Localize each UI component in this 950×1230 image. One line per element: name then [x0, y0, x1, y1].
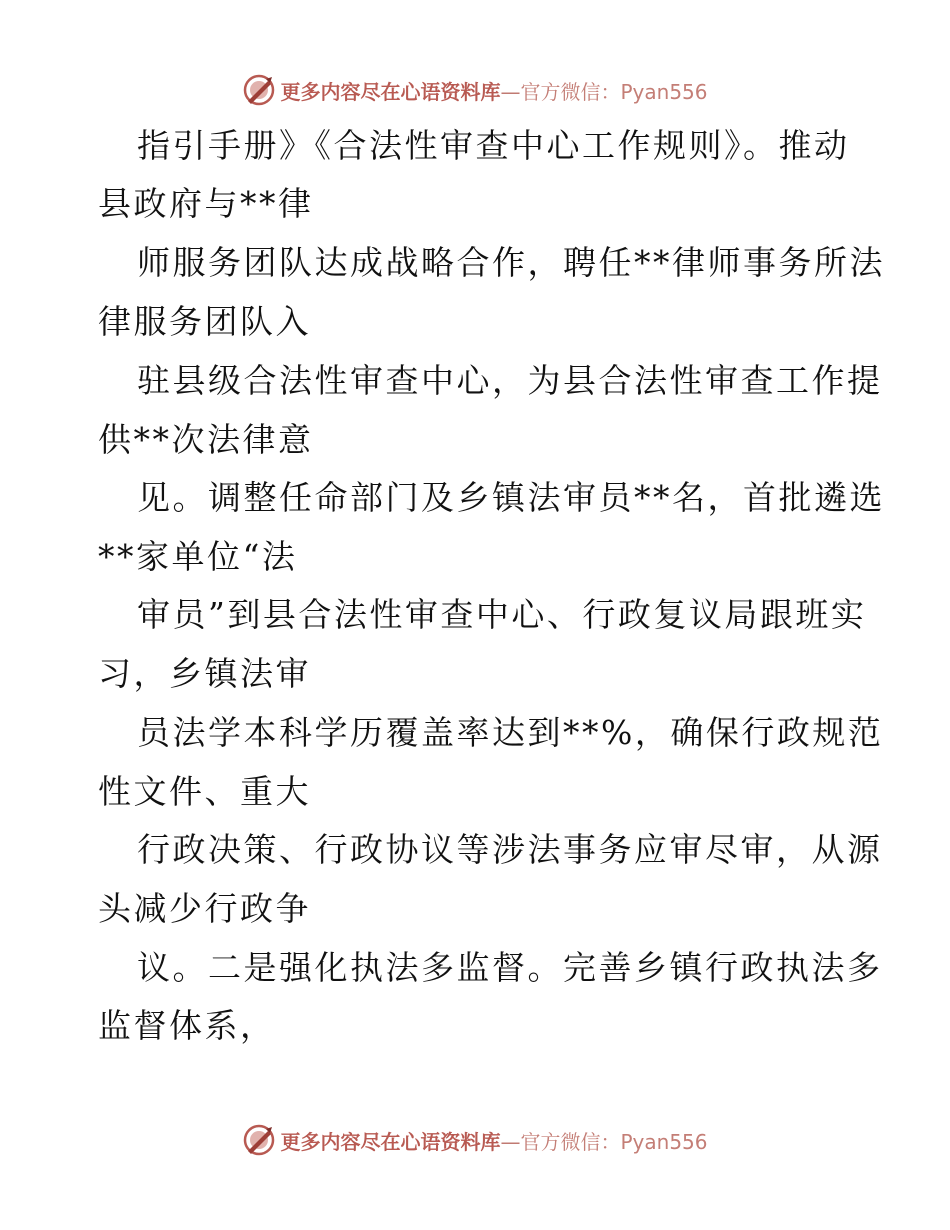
header-watermark	[0, 72, 950, 108]
watermark-separator: —	[500, 79, 521, 104]
paragraph-line-11: 员法学本科学历覆盖率达到**%，确保行政规范	[137, 713, 884, 752]
watermark-main-text: 更多内容尽在心语资料库	[280, 1129, 501, 1154]
paragraph-line-2: 县政府与**律	[98, 184, 314, 223]
paragraph-line-7: 见。调整任命部门及乡镇法审员**名，首批遴选	[137, 478, 885, 517]
paragraph-line-10: 习，乡镇法审	[98, 654, 311, 693]
paragraph-line-3: 师服务团队达成战略合作，聘任**律师事务所法	[137, 243, 885, 282]
watermark-wechat-id: Pyan556	[620, 1129, 708, 1154]
watermark-wechat-label: 官方微信：	[520, 1129, 621, 1154]
paragraph-line-14: 头减少行政争	[98, 889, 311, 928]
watermark-wechat-label: 官方微信：	[520, 79, 621, 104]
paragraph-line-13: 行政决策、行政协议等涉法事务应审尽审，从源	[137, 830, 883, 869]
paragraph-line-8: **家单位“法	[98, 537, 298, 576]
watermark-wechat-id: Pyan556	[620, 79, 708, 104]
watermark-separator: —	[500, 1129, 521, 1154]
footer-watermark	[0, 1122, 950, 1158]
paragraph-line-15: 议。二是强化执法多监督。完善乡镇行政执法多	[137, 948, 883, 987]
watermark-main-text: 更多内容尽在心语资料库	[280, 79, 501, 104]
paragraph-line-16: 监督体系，	[98, 1006, 276, 1045]
paragraph-line-9: 审员”到县合法性审查中心、行政复议局跟班实	[137, 595, 867, 634]
paragraph-line-4: 律服务团队入	[98, 302, 311, 341]
quill-pen-seal-icon	[242, 73, 276, 107]
paragraph-line-12: 性文件、重大	[98, 772, 311, 811]
quill-pen-seal-icon	[242, 1123, 276, 1157]
paragraph-line-1: 指引手册》《合法性审查中心工作规则》。推动	[137, 126, 850, 165]
paragraph-line-5: 驻县级合法性审查中心，为县合法性审查工作提	[137, 361, 883, 400]
paragraph-line-6: 供**次法律意	[98, 420, 314, 459]
